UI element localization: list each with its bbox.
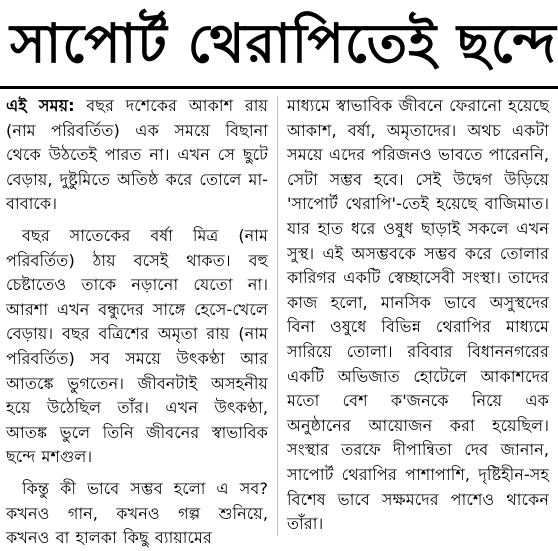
headline: সাপোর্ট থেরাপিতেই ছন্দে — [10, 12, 557, 75]
paragraph-3: কিন্তু কী ভাবে সম্ভব হলো এ সব? কখনও গান, কখনও গল্প শুনিয়ে, কখনও বা হালকা কিছু ব্যায়ামের — [6, 478, 268, 548]
column-divider — [277, 96, 278, 536]
left-column — [6, 94, 268, 551]
paragraph-2: বছর সাতেকের বর্ষা মিত্র (নাম পরিবর্তিত) ঠায় বসেই থাকত। বহু চেষ্টাতেও তাকে নড়ানো যেতো না। আরশা এখন বন্ধুদের সাঙ্গে হেসে-খেলে বেড়ায়। বছর বত্রিশের অমৃতা রায় (নাম পরিবর্তিত) সব সময়ে উৎকণ্ঠা আর আতঙ্কে ভুগতেন। জীবনটাই অসহনীয় হয়ে উঠেছিল তাঁর। এখন উৎকণ্ঠা, আতঙ্ক ভুলে তিনি জীবনের স্বাভাবিক ছন্দে মশগুল। — [6, 225, 268, 467]
paragraph-4: মাধ্যমে স্বাভাবিক জীবনে ফেরানো হয়েছে আকাশ, বর্ষা, অমৃতাদের। অথচ একটা সময়ে এদের পরিজনও ভাবতে পারেননি, সেটা সম্ভব হবে। সেই উদ্বেগ উড়িয়ে 'সাপোর্ট থেরাপি'-তেই হয়েছে বাজিমাত। যার হাত ধরে ওষুধ ছাড়াই সকলে এখন সুস্থ। এই অসম্ভবকে সম্ভব করে তোলার কারিগর একটি স্বেচ্ছাসেবী সংস্থা। তাদের কাজ হলো, মানসিক ভাবে অসুস্থদের বিনা ওষুধে বিভিন্ন থেরাপির মাধ্যমে সারিয়ে তোলা। রবিবার বিধাননগরের একটি অভিজাত হোটেলে আকাশদের মতো বেশ ক'জনকে নিয়ে এক অনুষ্ঠানের আয়োজন করা হয়েছিল। সংস্থার তরফে দীপান্বিতা দেব জানান, সাপোর্ট থেরাপির পাশাপাশি, দৃষ্টিহীন-সহ বিশেষ ভাবে সক্ষমদের পাশেও থাকেন তাঁরা। — [287, 96, 549, 534]
right-column — [287, 94, 549, 537]
paragraph-1-text: বছর দশেকের আকাশ রায় (নাম পরিবর্তিত) এক সময়ে বিছানা থেকে উঠতেই পারত না। এখন সে ছুটে বেড়ায়, দুষ্টুমিতে অতিষ্ঠ করে তোলে মা-বাবাকে। — [6, 96, 268, 214]
headline-rule — [0, 86, 558, 89]
paragraph-1 — [6, 94, 268, 217]
byline: এই সময়: — [6, 96, 75, 115]
